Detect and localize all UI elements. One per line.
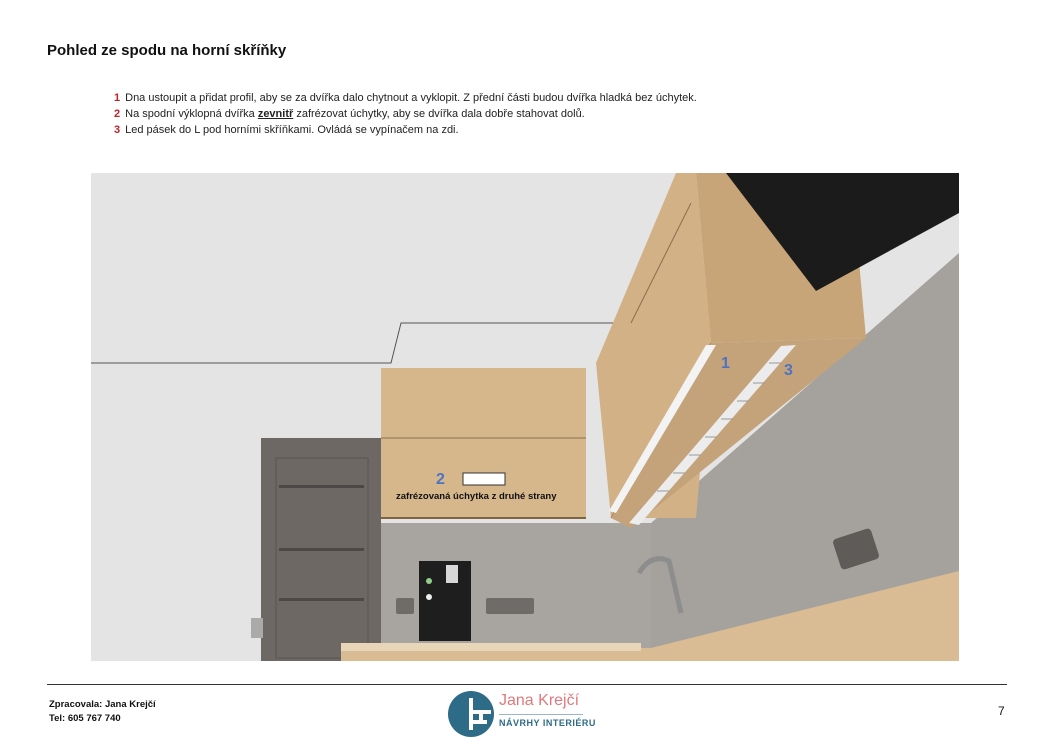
milled-handle [463, 473, 505, 485]
logo-divider [499, 714, 583, 715]
note-item [114, 90, 697, 106]
marker-1: 1 [721, 355, 730, 372]
note-number: 2 [114, 108, 121, 120]
notes-list [114, 90, 697, 138]
note-number: 3 [114, 124, 121, 136]
note-item [114, 106, 697, 122]
coffee-machine [419, 561, 471, 641]
marker-2: 2 [436, 471, 445, 488]
author-name: Zpracovala: Jana Krejčí [49, 699, 156, 710]
logo-tagline: NÁVRHY INTERIÉRU [499, 718, 596, 728]
author-phone: Tel: 605 767 740 [49, 713, 121, 724]
logo-mark-icon [447, 690, 495, 738]
page-title: Pohled ze spodu na horní skříňky [47, 42, 287, 59]
kitchen-render-drawing [91, 173, 959, 661]
socket-triple [486, 598, 534, 614]
author-block [49, 698, 156, 726]
note-text: Dna ustoupit a přidat profil, aby se za dvířka dalo chytnout a vyklopit. Z přední části budou dvířka hladká bez úchytek. [125, 92, 697, 104]
footer-divider [47, 684, 1007, 685]
note-number: 1 [114, 92, 121, 104]
socket [396, 598, 414, 614]
logo-name: Jana Krejčí [499, 692, 580, 709]
note-emphasis: zevnitř [257, 108, 294, 120]
render-caption: zafrézovaná úchytka z druhé strany [396, 491, 557, 502]
door-handle [251, 618, 263, 638]
note-text: Led pásek do L pod horními skříňkami. Ovládá se vypínačem na zdi. [125, 124, 459, 136]
company-logo [447, 690, 597, 738]
kitchen-render [91, 173, 959, 661]
note-item [114, 122, 697, 138]
note-text: zafrézovat úchytky, aby se dvířka dala dobře stahovat dolů. [293, 108, 585, 120]
page-number: 7 [998, 704, 1005, 718]
note-text: Na spodní výklopná dvířka [125, 108, 258, 120]
marker-3: 3 [784, 362, 793, 379]
